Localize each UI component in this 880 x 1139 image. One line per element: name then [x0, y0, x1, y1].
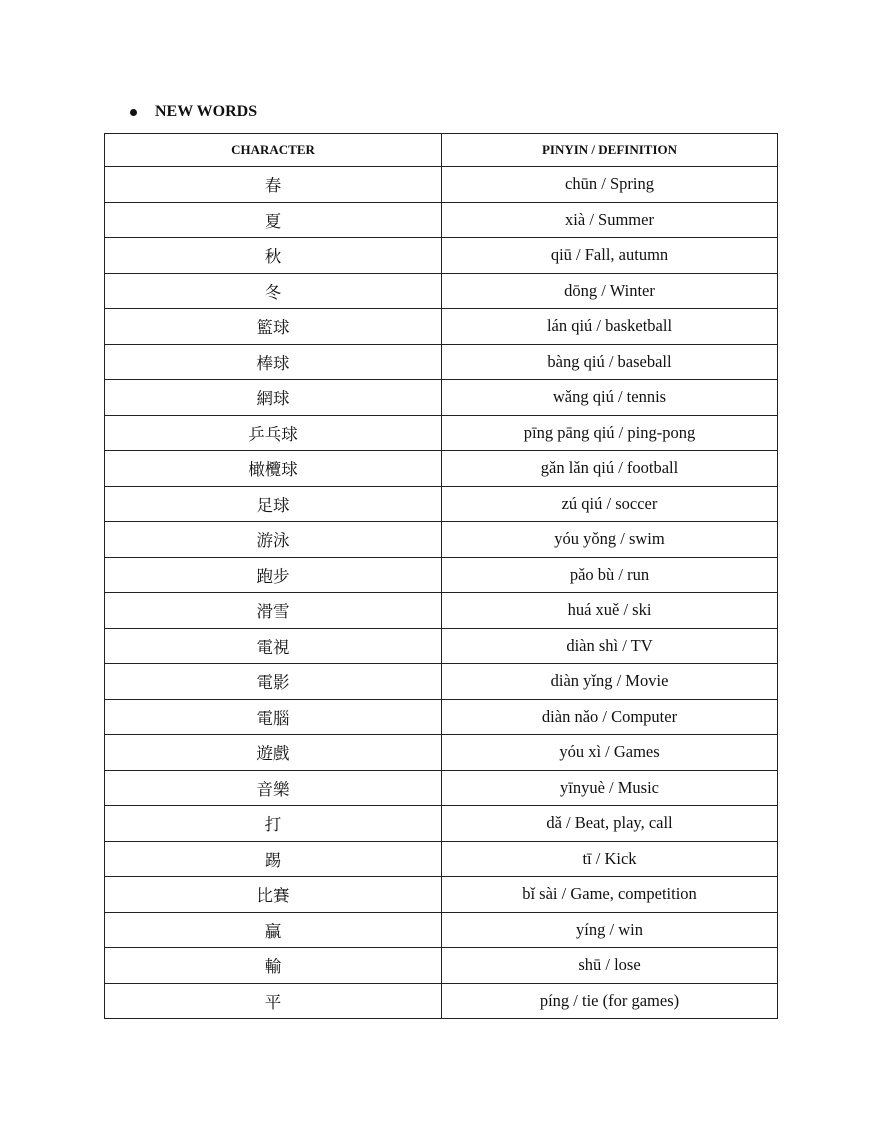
- character-cell: 踢: [105, 841, 442, 877]
- character-cell: 網球: [105, 380, 442, 416]
- table-row: [105, 415, 778, 451]
- character-cell: 電影: [105, 664, 442, 700]
- table-row: [105, 344, 778, 380]
- table-row: [105, 912, 778, 948]
- table-row: [105, 983, 778, 1019]
- pinyin-definition-cell: yíng / win: [442, 912, 778, 948]
- pinyin-definition-cell: zú qiú / soccer: [442, 486, 778, 522]
- table-row: [105, 948, 778, 984]
- pinyin-definition-cell: dōng / Winter: [442, 273, 778, 309]
- pinyin-definition-cell: dǎ / Beat, play, call: [442, 806, 778, 842]
- character-cell: 乒乓球: [105, 415, 442, 451]
- pinyin-definition-cell: lán qiú / basketball: [442, 309, 778, 345]
- section-heading: [130, 103, 257, 121]
- table-row: [105, 841, 778, 877]
- pinyin-definition-cell: yīnyuè / Music: [442, 770, 778, 806]
- table-row: [105, 699, 778, 735]
- pinyin-definition-cell: xià / Summer: [442, 202, 778, 238]
- pinyin-definition-cell: chūn / Spring: [442, 167, 778, 203]
- table-row: [105, 522, 778, 558]
- character-cell: 春: [105, 167, 442, 203]
- character-cell: 跑步: [105, 557, 442, 593]
- vocabulary-table: [104, 133, 778, 1019]
- table-row: [105, 877, 778, 913]
- character-cell: 打: [105, 806, 442, 842]
- character-cell: 音樂: [105, 770, 442, 806]
- pinyin-definition-cell: yóu xì / Games: [442, 735, 778, 771]
- table-row: [105, 202, 778, 238]
- pinyin-definition-cell: bǐ sài / Game, competition: [442, 877, 778, 913]
- pinyin-definition-cell: diàn nǎo / Computer: [442, 699, 778, 735]
- pinyin-definition-cell: bàng qiú / baseball: [442, 344, 778, 380]
- pinyin-definition-cell: qiū / Fall, autumn: [442, 238, 778, 274]
- table-row: [105, 309, 778, 345]
- pinyin-definition-cell: diàn shì / TV: [442, 628, 778, 664]
- character-cell: 橄欖球: [105, 451, 442, 487]
- character-cell: 平: [105, 983, 442, 1019]
- character-cell: 輸: [105, 948, 442, 984]
- pinyin-definition-cell: tī / Kick: [442, 841, 778, 877]
- character-cell: 電腦: [105, 699, 442, 735]
- character-cell: 比賽: [105, 877, 442, 913]
- header-character: CHARACTER: [105, 134, 442, 167]
- table-row: [105, 273, 778, 309]
- table-row: [105, 167, 778, 203]
- table-row: [105, 735, 778, 771]
- table-row: [105, 238, 778, 274]
- character-cell: 秋: [105, 238, 442, 274]
- character-cell: 電視: [105, 628, 442, 664]
- table-row: [105, 593, 778, 629]
- character-cell: 棒球: [105, 344, 442, 380]
- character-cell: 贏: [105, 912, 442, 948]
- pinyin-definition-cell: gǎn lǎn qiú / football: [442, 451, 778, 487]
- table-row: [105, 557, 778, 593]
- table-row: [105, 664, 778, 700]
- table-row: [105, 451, 778, 487]
- table-row: [105, 770, 778, 806]
- pinyin-definition-cell: diàn yǐng / Movie: [442, 664, 778, 700]
- character-cell: 足球: [105, 486, 442, 522]
- bullet-icon: [130, 109, 137, 116]
- pinyin-definition-cell: pīng pāng qiú / ping-pong: [442, 415, 778, 451]
- character-cell: 冬: [105, 273, 442, 309]
- pinyin-definition-cell: píng / tie (for games): [442, 983, 778, 1019]
- character-cell: 籃球: [105, 309, 442, 345]
- header-pinyin-definition: PINYIN / DEFINITION: [442, 134, 778, 167]
- pinyin-definition-cell: wǎng qiú / tennis: [442, 380, 778, 416]
- character-cell: 夏: [105, 202, 442, 238]
- character-cell: 遊戲: [105, 735, 442, 771]
- table-row: [105, 628, 778, 664]
- character-cell: 游泳: [105, 522, 442, 558]
- pinyin-definition-cell: shū / lose: [442, 948, 778, 984]
- pinyin-definition-cell: huá xuě / ski: [442, 593, 778, 629]
- pinyin-definition-cell: yóu yǒng / swim: [442, 522, 778, 558]
- table-header-row: [105, 134, 778, 167]
- section-title: NEW WORDS: [155, 103, 258, 120]
- table-row: [105, 380, 778, 416]
- table-row: [105, 806, 778, 842]
- character-cell: 滑雪: [105, 593, 442, 629]
- table-row: [105, 486, 778, 522]
- pinyin-definition-cell: pǎo bù / run: [442, 557, 778, 593]
